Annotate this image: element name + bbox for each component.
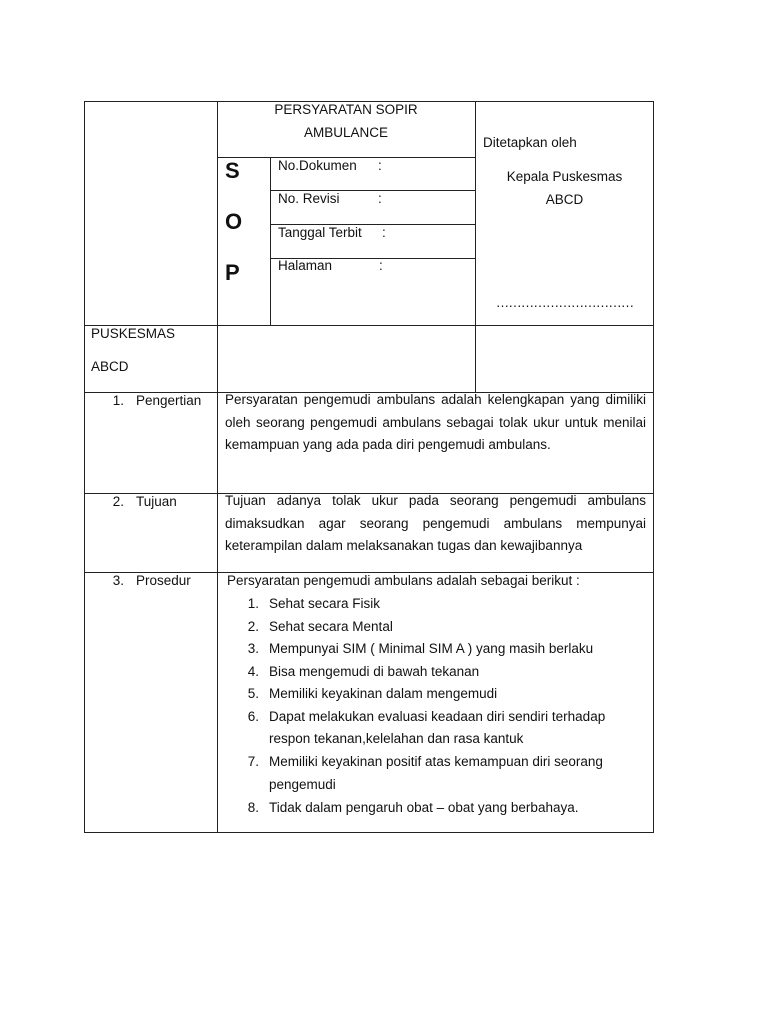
table-left-border — [84, 101, 85, 833]
approver-place: ABCD — [545, 192, 584, 207]
table-bottom-border — [84, 832, 654, 833]
list-item: Tidak dalam pengaruh obat – obat yang berbahaya. — [269, 800, 579, 815]
field-no-revisi-label: No. Revisi — [278, 191, 340, 206]
field-tanggal-terbit-label: Tanggal Terbit — [278, 225, 362, 240]
pengertian-label: Pengertian — [136, 393, 202, 408]
list-item: Bisa mengemudi di bawah tekanan — [269, 664, 480, 679]
column-divider — [217, 101, 218, 833]
sop-column-divider — [270, 157, 271, 325]
header-right-divider — [475, 101, 476, 393]
pengertian-number: 1. — [112, 393, 124, 408]
sop-letter-p: P — [225, 260, 240, 285]
approver-title: Kepala Puskesmas — [506, 169, 623, 184]
signature-line: …………………………… — [495, 295, 634, 310]
approval-label: Ditetapkan oleh — [483, 135, 577, 150]
sop-letter-s: S — [225, 158, 240, 183]
list-item: Sehat secara Mental — [269, 619, 393, 634]
sop-title-line-1: PERSYARATAN SOPIR — [274, 102, 418, 117]
tujuan-number: 2. — [112, 494, 124, 509]
list-item-number: 1. — [247, 596, 259, 611]
list-item-number: 6. — [247, 709, 259, 724]
list-item-number: 2. — [247, 619, 259, 634]
field-halaman-label: Halaman — [278, 258, 333, 273]
institution-place: ABCD — [91, 359, 129, 374]
list-item: Memiliki keyakinan positif atas kemampuan diri seorang — [269, 754, 603, 769]
field-tanggal-terbit-sep: : — [382, 225, 386, 240]
list-item: Mempunyai SIM ( Minimal SIM A ) yang masih berlaku — [269, 641, 594, 656]
field-halaman-sep: : — [379, 258, 383, 273]
institution-name: PUSKESMAS — [91, 326, 176, 341]
tujuan-text: Tujuan adanya tolak ukur pada seorang pengemudi ambulans dimaksudkan agar seorang pengemudi ambulans mempunyai keterampilan dalam melaksanakan tugas dan kewajibannya — [225, 493, 646, 553]
prosedur-label: Prosedur — [136, 573, 191, 588]
list-item-number: 8. — [247, 800, 259, 815]
list-item-number: 4. — [247, 664, 259, 679]
field-no-revisi-sep: : — [378, 191, 382, 206]
table-right-border — [653, 101, 654, 833]
field-no-dokumen-label: No.Dokumen — [278, 158, 357, 173]
list-item-number: 7. — [247, 754, 259, 769]
list-item: Sehat secara Fisik — [269, 596, 381, 611]
pengertian-text: Persyaratan pengemudi ambulans adalah kelengkapan yang dimiliki oleh seorang pengemudi ambulans sebagai tolak ukur untuk menilai kemampuan yang ada pada diri pengemudi ambulans. — [225, 392, 646, 452]
list-item: Dapat melakukan evaluasi keadaan diri sendiri terhadap — [269, 709, 606, 724]
list-item-number: 5. — [247, 686, 259, 701]
prosedur-intro: Persyaratan pengemudi ambulans adalah sebagai berikut : — [227, 573, 580, 588]
field-no-dokumen-sep: : — [378, 158, 382, 173]
list-item: Memiliki keyakinan dalam mengemudi — [269, 686, 498, 701]
sop-title-line-2: AMBULANCE — [303, 125, 389, 140]
list-item-continuation: respon tekanan,kelelahan dan rasa kantuk — [269, 731, 524, 746]
list-item-continuation: pengemudi — [269, 777, 336, 792]
prosedur-number: 3. — [112, 573, 124, 588]
tujuan-label: Tujuan — [136, 494, 177, 509]
list-item-number: 3. — [247, 641, 259, 656]
sop-letter-o: O — [225, 209, 243, 234]
